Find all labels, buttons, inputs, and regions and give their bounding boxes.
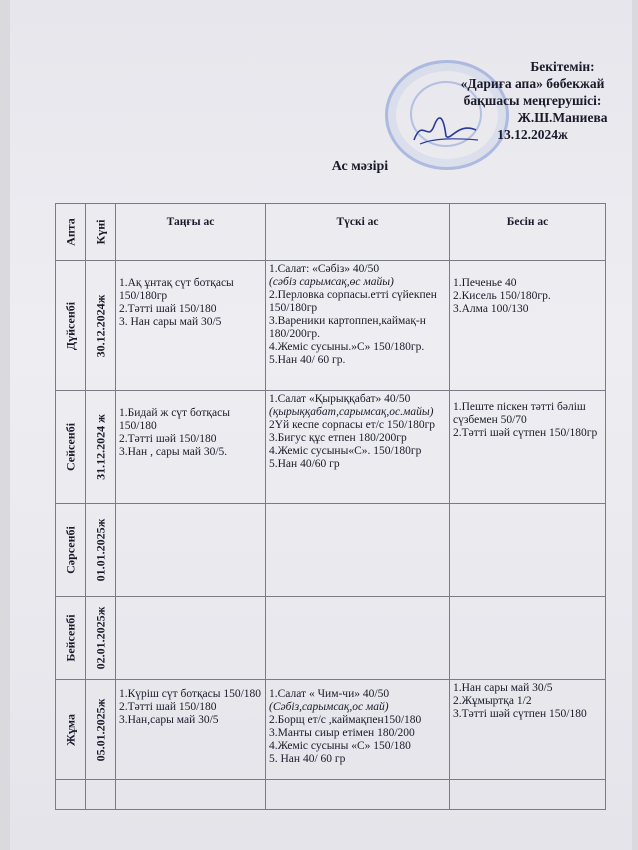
snack-cell: 1.Печенье 40 2.Кисель 150/180гр. 3.Алма 100/130 bbox=[450, 261, 606, 391]
table-row bbox=[56, 261, 606, 391]
snack-cell: 1.Пеште піскен тәтті бәліш сүзбемен 50/70 2.Тәтті шәй сүтпен 150/180гр bbox=[450, 391, 606, 504]
approval-org: «Дариға апа» бөбекжай bbox=[460, 76, 605, 91]
approval-name: Ж.Ш.Маниева bbox=[517, 110, 608, 125]
header-snack: Бесін ас bbox=[450, 204, 606, 261]
date-cell: 02.01.2025ж bbox=[86, 597, 116, 680]
snack-cell bbox=[450, 504, 606, 597]
approval-position: бақшасы меңгерушісі: bbox=[463, 93, 602, 108]
header-lunch: Түскі ас bbox=[266, 204, 450, 261]
menu-table bbox=[55, 203, 606, 810]
table-row bbox=[56, 780, 606, 810]
approval-block bbox=[430, 58, 635, 143]
weekday-cell: Сейсенбі bbox=[56, 391, 86, 504]
weekday-cell: Дүйсенбі bbox=[56, 261, 86, 391]
header-day: Күні bbox=[86, 204, 116, 261]
approval-heading: Бекітемін: bbox=[530, 59, 595, 74]
weekday-cell: Жұма bbox=[56, 680, 86, 780]
breakfast-cell: 1.Бидай ж сүт ботқасы 150/180 2.Тәтті шәй 150/180 3.Нан , сары май 30/5. bbox=[116, 391, 266, 504]
lunch-cell: 1.Салат « Чим-чи» 40/50 (Сәбіз,сарымсақ,ос май) 2.Борщ ет/с ,каймақпен150/180 3.Манты сиыр етімен 180/200 4.Жеміс сусыны «С» 150/180 5. Нан 40/ 60 гр bbox=[266, 680, 450, 780]
table-row bbox=[56, 391, 606, 504]
date-cell: 30.12.2024ж bbox=[86, 261, 116, 391]
lunch-cell bbox=[266, 597, 450, 680]
table-row bbox=[56, 680, 606, 780]
breakfast-cell: 1.Ақ ұнтақ сүт ботқасы 150/180гр 2.Тәтті шай 150/180 3. Нан сары май 30/5 bbox=[116, 261, 266, 391]
breakfast-cell bbox=[116, 597, 266, 680]
table-header-row bbox=[56, 204, 606, 261]
header-breakfast: Таңғы ас bbox=[116, 204, 266, 261]
date-cell: 05.01.2025ж bbox=[86, 680, 116, 780]
table-row bbox=[56, 504, 606, 597]
approval-date: 13.12.2024ж bbox=[497, 127, 568, 142]
weekday-cell: Бейсенбі bbox=[56, 597, 86, 680]
snack-cell bbox=[450, 597, 606, 680]
header-week: Апта bbox=[56, 204, 86, 261]
weekday-cell: Сәрсенбі bbox=[56, 504, 86, 597]
lunch-cell: 1.Салат «Қырыққабат» 40/50 (қырыққабат,сарымсақ,ос.майы) 2Үй кеспе сорпасы ет/с 150/180гр 3.Бигус құс етпен 180/200гр 4.Жеміс сусыны«С». 150/180гр 5.Нан 40/60 гр bbox=[266, 391, 450, 504]
snack-cell: 1.Нан сары май 30/5 2.Жұмыртқа 1/2 3.Тәтті шәй сүтпен 150/180 bbox=[450, 680, 606, 780]
breakfast-cell: 1.Күріш сүт ботқасы 150/180 2.Тәтті шай 150/180 3.Нан,сары май 30/5 bbox=[116, 680, 266, 780]
lunch-cell: 1.Салат: «Сәбіз» 40/50 (сәбіз сарымсақ,өс майы) 2.Перловка сорпасы.етті сүйекпен 150/180гр 3.Вареники картоппен,каймақ-н 180/200гр. 4.Жеміс сусыны.»С» 150/180гр. 5.Нан 40/ 60 гр. bbox=[266, 261, 450, 391]
lunch-cell bbox=[266, 504, 450, 597]
date-cell: 31.12.2024 ж bbox=[86, 391, 116, 504]
table-row bbox=[56, 597, 606, 680]
breakfast-cell bbox=[116, 504, 266, 597]
date-cell: 01.01.2025ж bbox=[86, 504, 116, 597]
page-title: Ас мәзірі bbox=[331, 159, 389, 174]
